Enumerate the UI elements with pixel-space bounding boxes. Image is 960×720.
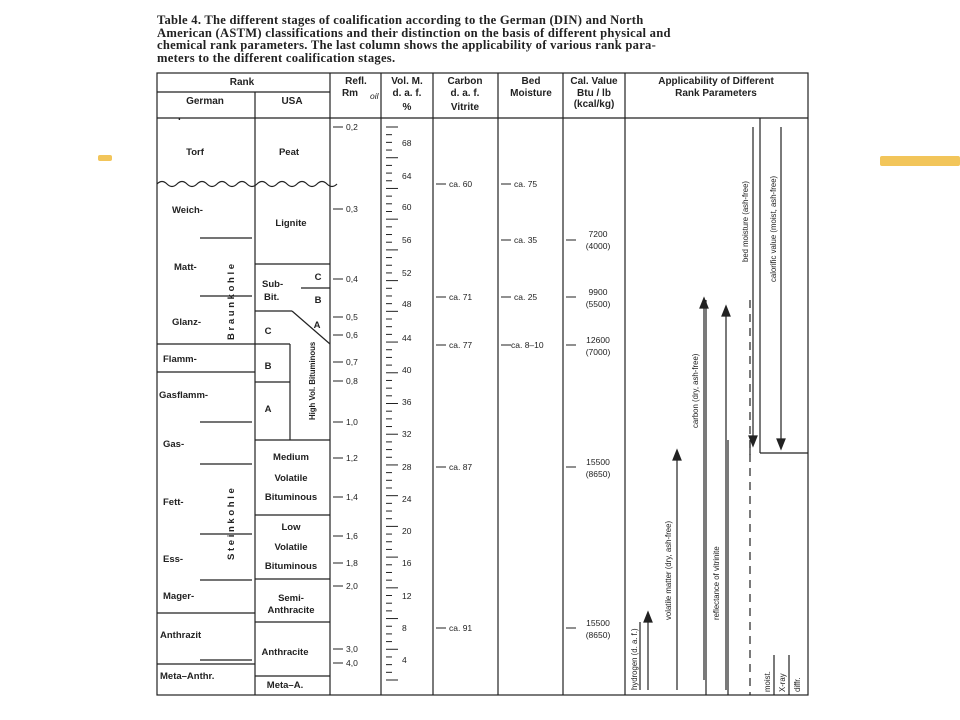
- arrow-head-icon: [673, 450, 681, 460]
- arrow-head-icon: [644, 612, 652, 622]
- usa-lvb-2: Volatile: [274, 542, 308, 553]
- cal-btu: 9900: [588, 287, 608, 297]
- german-rank: Anthrazit: [160, 630, 202, 641]
- volm-value: 24: [402, 494, 412, 504]
- carbon-value: ca. 71: [449, 292, 473, 302]
- header-usa: USA: [281, 96, 303, 107]
- refl-value: 0,6: [346, 330, 358, 340]
- group-braunkohle: B r a u n k o h l e: [226, 263, 237, 340]
- usa-diagonal: [292, 311, 330, 344]
- volm-value: 68: [402, 138, 412, 148]
- header-volm-1: Vol. M.: [391, 76, 423, 87]
- german-rank: Gasflamm-: [159, 390, 209, 401]
- volm-value: 4: [402, 655, 407, 665]
- carbon-ticks: [436, 184, 446, 628]
- caption-line-2: American (ASTM) classifications and their distinction on the basis of different physical and: [157, 25, 671, 40]
- header-dot: .: [178, 112, 181, 123]
- german-rank: Fett-: [163, 497, 184, 508]
- cal-btu: 15500: [586, 618, 610, 628]
- header-volm-3: %: [402, 102, 412, 113]
- header-cal-1: Cal. Value: [570, 76, 618, 87]
- german-rank: Flamm-: [163, 354, 197, 365]
- german-rank: Glanz-: [172, 317, 202, 328]
- refl-value: 1,8: [346, 558, 358, 568]
- cal-kcal: (4000): [585, 241, 611, 251]
- volm-value: 40: [402, 365, 412, 375]
- cal-kcal: (5500): [585, 299, 611, 309]
- german-rank: Meta–Anthr.: [160, 671, 215, 682]
- arrow-head-icon: [722, 306, 730, 316]
- usa-grade-c: C: [314, 272, 322, 283]
- usa-meta: Meta–A.: [266, 680, 304, 691]
- carbon-value: ca. 87: [449, 462, 473, 472]
- refl-value: 0,3: [346, 204, 358, 214]
- volm-value: 64: [402, 171, 412, 181]
- header-cal-3: (kcal/kg): [573, 99, 615, 110]
- usa-subbit-2: Bit.: [264, 292, 280, 303]
- refl-value: 2,0: [346, 581, 358, 591]
- volm-value: 44: [402, 333, 412, 343]
- header-refl-1: Refl.: [345, 76, 367, 87]
- app-carbon: carbon (dry, ash-free): [691, 353, 700, 428]
- header-carbon-1: Carbon: [447, 76, 483, 87]
- refl-value: 0,4: [346, 274, 358, 284]
- arrow-head-icon: [700, 298, 708, 308]
- header-bed-1: Bed: [521, 76, 541, 87]
- header-german: German: [186, 96, 224, 107]
- header-carbon-3: Vitrite: [450, 102, 480, 113]
- german-rank: Ess-: [163, 554, 184, 565]
- german-rank: Matt-: [174, 262, 197, 273]
- app-moist: moist.: [763, 671, 772, 692]
- caption-line-3: chemical rank parameters. The last column shows the applicability of various rank para-: [157, 38, 657, 53]
- app-reflectance: reflectance of vitrinite: [712, 546, 721, 620]
- header-volm-2: d. a. f.: [392, 88, 422, 99]
- cal-btu: 7200: [588, 229, 608, 239]
- refl-value: 1,2: [346, 453, 358, 463]
- usa-grade-a: A: [313, 320, 321, 331]
- arrow-head-icon: [777, 439, 785, 449]
- volm-value: 48: [402, 299, 412, 309]
- usa-hvb-b: B: [264, 361, 272, 372]
- usa-grade-b: B: [314, 295, 322, 306]
- german-rank: Torf: [186, 147, 204, 158]
- bed-value: ca. 8–10: [511, 340, 544, 350]
- german-rank: Gas-: [163, 439, 185, 450]
- refl-value: 3,0: [346, 644, 358, 654]
- usa-semi-1: Semi-: [278, 593, 304, 604]
- reflectance-scale: [333, 127, 343, 663]
- cal-ticks: [566, 240, 576, 628]
- refl-value: 1,4: [346, 492, 358, 502]
- bed-value: ca. 35: [514, 235, 538, 245]
- app-bed-moisture: bed moisture (ash-free): [741, 180, 750, 262]
- usa-mvb-1: Medium: [273, 452, 309, 463]
- usa-hvb-label: High Vol. Bituminous: [308, 341, 317, 420]
- app-calorific: calorific value (moist, ash-free): [769, 175, 778, 282]
- usa-mvb-2: Volatile: [274, 473, 308, 484]
- header-rank: Rank: [229, 77, 255, 88]
- refl-value: 0,2: [346, 122, 358, 132]
- usa-lvb-1: Low: [281, 522, 301, 533]
- refl-value: 4,0: [346, 658, 358, 668]
- group-steinkohle: S t e i n k o h l e: [226, 488, 237, 560]
- carbon-value: ca. 77: [449, 340, 473, 350]
- usa-lignite: Lignite: [275, 218, 307, 229]
- app-hydrogen: hydrogen (d. a. f.): [630, 628, 639, 690]
- caption-line-1: Table 4. The different stages of coalification according to the German (DIN) and North: [157, 13, 644, 27]
- refl-value: 1,6: [346, 531, 358, 541]
- peat-boundary-wave: [157, 182, 337, 187]
- header-cal-2: Btu / lb: [577, 88, 611, 99]
- volm-value: 28: [402, 462, 412, 472]
- usa-mvb-3: Bituminous: [264, 492, 318, 503]
- cal-kcal: (7000): [585, 347, 611, 357]
- volm-value: 56: [402, 235, 412, 245]
- header-refl-sub: oil: [370, 91, 379, 101]
- volm-value: 20: [402, 526, 412, 536]
- volm-value: 36: [402, 397, 412, 407]
- german-rank: Mager-: [163, 591, 195, 602]
- app-xray: X-ray: [778, 673, 787, 692]
- volatile-scale: [386, 127, 398, 680]
- volm-value: 52: [402, 268, 412, 278]
- volm-value: 16: [402, 558, 412, 568]
- app-diffr: diffr.: [793, 677, 802, 692]
- usa-semi-2: Anthracite: [267, 605, 315, 616]
- german-rank-list: [159, 147, 214, 682]
- usa-hvb-a: A: [264, 404, 272, 415]
- refl-value: 1,0: [346, 417, 358, 427]
- volm-value: 12: [402, 591, 412, 601]
- volm-value: 32: [402, 429, 412, 439]
- header-app-2: Rank Parameters: [675, 88, 757, 99]
- app-volatile: volatile matter (dry, ash-free): [664, 520, 673, 620]
- header-bed-2: Moisture: [510, 88, 552, 99]
- refl-value: 0,7: [346, 357, 358, 367]
- carbon-value: ca. 91: [449, 623, 473, 633]
- header-refl-2: Rm: [341, 88, 359, 99]
- usa-subbit-1: Sub-: [262, 279, 284, 290]
- usa-peat: Peat: [278, 147, 300, 158]
- usa-anthracite: Anthracite: [261, 647, 309, 658]
- cal-kcal: (8650): [585, 469, 611, 479]
- cal-btu: 15500: [586, 457, 610, 467]
- volm-value: 60: [402, 202, 412, 212]
- header-carbon-2: d. a. f.: [450, 88, 480, 99]
- usa-hvb-c: C: [264, 326, 272, 337]
- refl-value: 0,5: [346, 312, 358, 322]
- refl-value: 0,8: [346, 376, 358, 386]
- german-rank: Weich-: [172, 205, 203, 216]
- caption-line-4: meters to the different coalification stages.: [157, 50, 396, 65]
- bed-value: ca. 75: [514, 179, 538, 189]
- bed-ticks: [501, 184, 511, 345]
- bed-value: ca. 25: [514, 292, 538, 302]
- volm-value: 8: [402, 623, 407, 633]
- cal-btu: 12600: [586, 335, 610, 345]
- carbon-value: ca. 60: [449, 179, 473, 189]
- usa-lvb-3: Bituminous: [264, 561, 318, 572]
- header-app-1: Applicability of Different: [658, 76, 774, 87]
- cal-kcal: (8650): [585, 630, 611, 640]
